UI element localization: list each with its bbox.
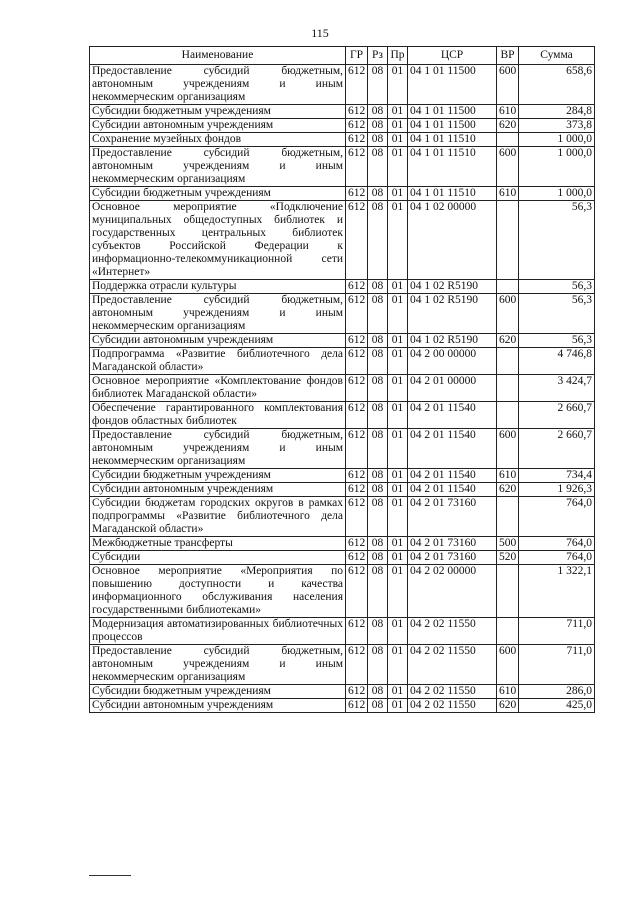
cell-csr: 04 1 01 11500 — [408, 105, 497, 119]
cell-gr: 612 — [346, 294, 368, 334]
cell-gr: 612 — [346, 551, 368, 565]
cell-name: Предоставление субсидий бюджетным, автономным учреждениям и иным некоммерческим организациям — [90, 65, 346, 105]
cell-csr: 04 2 01 11540 — [408, 483, 497, 497]
cell-gr: 612 — [346, 133, 368, 147]
cell-gr: 612 — [346, 201, 368, 280]
table-row — [90, 147, 595, 187]
cell-vr: 620 — [497, 334, 519, 348]
cell-csr: 04 1 01 11510 — [408, 147, 497, 187]
table-row — [90, 375, 595, 402]
cell-sum: 1 000,0 — [519, 187, 595, 201]
column-header-rz: Рз — [368, 47, 388, 65]
cell-gr: 612 — [346, 402, 368, 429]
cell-rz: 08 — [368, 551, 388, 565]
cell-gr: 612 — [346, 280, 368, 294]
cell-sum: 711,0 — [519, 645, 595, 685]
cell-gr: 612 — [346, 497, 368, 537]
cell-name: Основное мероприятие «Мероприятия по повышению доступности и качества информационного обслуживания населения государственными библиотеками» — [90, 565, 346, 618]
cell-csr: 04 2 01 00000 — [408, 375, 497, 402]
cell-rz: 08 — [368, 429, 388, 469]
cell-pr: 01 — [388, 618, 408, 645]
cell-csr: 04 2 00 00000 — [408, 348, 497, 375]
table-body — [90, 65, 595, 713]
cell-name: Субсидии бюджетам городских округов в рамках подпрограммы «Развитие библиотечного дела Магаданской области» — [90, 497, 346, 537]
cell-rz: 08 — [368, 699, 388, 713]
cell-vr: 500 — [497, 537, 519, 551]
cell-rz: 08 — [368, 65, 388, 105]
cell-name: Субсидии бюджетным учреждениям — [90, 685, 346, 699]
cell-rz: 08 — [368, 402, 388, 429]
cell-csr: 04 2 02 00000 — [408, 565, 497, 618]
cell-pr: 01 — [388, 294, 408, 334]
cell-sum: 734,4 — [519, 469, 595, 483]
cell-sum: 1 926,3 — [519, 483, 595, 497]
table-row — [90, 645, 595, 685]
cell-sum: 764,0 — [519, 551, 595, 565]
cell-rz: 08 — [368, 105, 388, 119]
page-number: 115 — [311, 26, 329, 40]
cell-gr: 612 — [346, 429, 368, 469]
table-row — [90, 280, 595, 294]
cell-vr — [497, 618, 519, 645]
cell-vr — [497, 133, 519, 147]
cell-vr: 600 — [497, 294, 519, 334]
cell-pr: 01 — [388, 375, 408, 402]
cell-rz: 08 — [368, 537, 388, 551]
column-header-sum: Сумма — [519, 47, 595, 65]
cell-pr: 01 — [388, 537, 408, 551]
cell-pr: 01 — [388, 565, 408, 618]
cell-name: Основное мероприятие «Комплектование фондов библиотек Магаданской области» — [90, 375, 346, 402]
cell-pr: 01 — [388, 105, 408, 119]
cell-csr: 04 1 01 11500 — [408, 65, 497, 105]
table-row — [90, 348, 595, 375]
table-row — [90, 105, 595, 119]
cell-vr — [497, 280, 519, 294]
cell-rz: 08 — [368, 685, 388, 699]
cell-pr: 01 — [388, 280, 408, 294]
cell-csr: 04 2 01 11540 — [408, 402, 497, 429]
cell-rz: 08 — [368, 119, 388, 133]
cell-vr: 610 — [497, 105, 519, 119]
cell-gr: 612 — [346, 65, 368, 105]
cell-name: Основное мероприятие «Подключение муниципальных общедоступных библиотек и государственных центральных библиотек субъектов Российской Федерации к информационно-телекоммуникационной сети «Интернет» — [90, 201, 346, 280]
cell-gr: 612 — [346, 147, 368, 187]
cell-name: Субсидии автономным учреждениям — [90, 334, 346, 348]
cell-vr: 600 — [497, 645, 519, 685]
cell-sum: 286,0 — [519, 685, 595, 699]
cell-name: Субсидии бюджетным учреждениям — [90, 105, 346, 119]
table-row — [90, 618, 595, 645]
cell-sum: 658,6 — [519, 65, 595, 105]
cell-pr: 01 — [388, 187, 408, 201]
cell-gr: 612 — [346, 645, 368, 685]
table-row — [90, 497, 595, 537]
cell-rz: 08 — [368, 565, 388, 618]
cell-pr: 01 — [388, 348, 408, 375]
cell-vr: 520 — [497, 551, 519, 565]
cell-gr: 612 — [346, 348, 368, 375]
cell-pr: 01 — [388, 685, 408, 699]
column-header-vr: ВР — [497, 47, 519, 65]
cell-rz: 08 — [368, 280, 388, 294]
cell-name: Предоставление субсидий бюджетным, автономным учреждениям и иным некоммерческим организациям — [90, 294, 346, 334]
cell-sum: 56,3 — [519, 294, 595, 334]
cell-csr: 04 2 01 73160 — [408, 551, 497, 565]
table-row — [90, 201, 595, 280]
cell-vr: 610 — [497, 469, 519, 483]
cell-gr: 612 — [346, 334, 368, 348]
cell-csr: 04 1 01 11510 — [408, 187, 497, 201]
cell-sum: 56,3 — [519, 334, 595, 348]
cell-sum: 764,0 — [519, 497, 595, 537]
cell-csr: 04 1 02 R5190 — [408, 294, 497, 334]
cell-sum: 56,3 — [519, 280, 595, 294]
cell-vr: 620 — [497, 483, 519, 497]
cell-sum: 425,0 — [519, 699, 595, 713]
cell-rz: 08 — [368, 133, 388, 147]
cell-sum: 373,8 — [519, 119, 595, 133]
cell-pr: 01 — [388, 551, 408, 565]
cell-csr: 04 1 01 11500 — [408, 119, 497, 133]
cell-gr: 612 — [346, 699, 368, 713]
cell-gr: 612 — [346, 618, 368, 645]
cell-csr: 04 1 02 R5190 — [408, 334, 497, 348]
cell-name: Субсидии бюджетным учреждениям — [90, 469, 346, 483]
cell-csr: 04 2 01 11540 — [408, 469, 497, 483]
cell-name: Субсидии автономным учреждениям — [90, 119, 346, 133]
cell-rz: 08 — [368, 497, 388, 537]
table-row — [90, 402, 595, 429]
cell-sum: 711,0 — [519, 618, 595, 645]
cell-sum: 1 322,1 — [519, 565, 595, 618]
cell-sum: 2 660,7 — [519, 429, 595, 469]
cell-gr: 612 — [346, 483, 368, 497]
cell-rz: 08 — [368, 645, 388, 685]
cell-vr: 610 — [497, 685, 519, 699]
cell-rz: 08 — [368, 348, 388, 375]
cell-pr: 01 — [388, 483, 408, 497]
column-header-name: Наименование — [90, 47, 346, 65]
table-row — [90, 699, 595, 713]
table-row — [90, 537, 595, 551]
cell-sum: 4 746,8 — [519, 348, 595, 375]
cell-pr: 01 — [388, 497, 408, 537]
cell-vr: 600 — [497, 147, 519, 187]
cell-gr: 612 — [346, 119, 368, 133]
cell-csr: 04 1 01 11510 — [408, 133, 497, 147]
cell-name: Субсидии — [90, 551, 346, 565]
cell-name: Сохранение музейных фондов — [90, 133, 346, 147]
table-row — [90, 551, 595, 565]
cell-pr: 01 — [388, 119, 408, 133]
cell-vr: 610 — [497, 187, 519, 201]
cell-gr: 612 — [346, 537, 368, 551]
cell-gr: 612 — [346, 105, 368, 119]
cell-vr: 620 — [497, 699, 519, 713]
cell-rz: 08 — [368, 147, 388, 187]
cell-csr: 04 2 02 11550 — [408, 645, 497, 685]
cell-rz: 08 — [368, 294, 388, 334]
cell-name: Межбюджетные трансферты — [90, 537, 346, 551]
cell-pr: 01 — [388, 65, 408, 105]
cell-vr: 620 — [497, 119, 519, 133]
cell-pr: 01 — [388, 334, 408, 348]
cell-pr: 01 — [388, 469, 408, 483]
cell-vr — [497, 402, 519, 429]
cell-sum: 1 000,0 — [519, 147, 595, 187]
cell-vr — [497, 497, 519, 537]
cell-csr: 04 2 01 73160 — [408, 497, 497, 537]
cell-csr: 04 2 02 11550 — [408, 699, 497, 713]
cell-name: Субсидии автономным учреждениям — [90, 483, 346, 497]
table-row — [90, 65, 595, 105]
table-row — [90, 187, 595, 201]
table-header-row — [90, 47, 595, 65]
cell-pr: 01 — [388, 429, 408, 469]
cell-rz: 08 — [368, 201, 388, 280]
table-row — [90, 429, 595, 469]
table-row — [90, 483, 595, 497]
cell-csr: 04 2 01 73160 — [408, 537, 497, 551]
cell-gr: 612 — [346, 565, 368, 618]
table-row — [90, 133, 595, 147]
cell-gr: 612 — [346, 375, 368, 402]
table-row — [90, 685, 595, 699]
cell-gr: 612 — [346, 469, 368, 483]
cell-csr: 04 2 01 11540 — [408, 429, 497, 469]
column-header-pr: Пр — [388, 47, 408, 65]
cell-name: Субсидии бюджетным учреждениям — [90, 187, 346, 201]
table-row — [90, 565, 595, 618]
table-row — [90, 119, 595, 133]
cell-rz: 08 — [368, 334, 388, 348]
column-header-csr: ЦСР — [408, 47, 497, 65]
cell-sum: 284,8 — [519, 105, 595, 119]
cell-name: Предоставление субсидий бюджетным, автономным учреждениям и иным некоммерческим организациям — [90, 645, 346, 685]
cell-name: Модернизация автоматизированных библиотечных процессов — [90, 618, 346, 645]
cell-csr: 04 2 02 11550 — [408, 685, 497, 699]
cell-vr — [497, 201, 519, 280]
cell-name: Обеспечение гарантированного комплектования фондов областных библиотек — [90, 402, 346, 429]
cell-gr: 612 — [346, 187, 368, 201]
column-header-gr: ГР — [346, 47, 368, 65]
table-row — [90, 334, 595, 348]
cell-vr — [497, 375, 519, 402]
budget-table — [89, 46, 595, 713]
cell-csr: 04 2 02 11550 — [408, 618, 497, 645]
cell-vr — [497, 565, 519, 618]
cell-rz: 08 — [368, 469, 388, 483]
cell-sum: 764,0 — [519, 537, 595, 551]
cell-sum: 56,3 — [519, 201, 595, 280]
cell-rz: 08 — [368, 618, 388, 645]
cell-name: Поддержка отрасли культуры — [90, 280, 346, 294]
cell-csr: 04 1 02 R5190 — [408, 280, 497, 294]
cell-rz: 08 — [368, 483, 388, 497]
table-row — [90, 294, 595, 334]
cell-rz: 08 — [368, 375, 388, 402]
cell-csr: 04 1 02 00000 — [408, 201, 497, 280]
cell-vr: 600 — [497, 65, 519, 105]
cell-name: Субсидии автономным учреждениям — [90, 699, 346, 713]
cell-rz: 08 — [368, 187, 388, 201]
cell-sum: 2 660,7 — [519, 402, 595, 429]
cell-pr: 01 — [388, 133, 408, 147]
cell-pr: 01 — [388, 699, 408, 713]
cell-name: Предоставление субсидий бюджетным, автономным учреждениям и иным некоммерческим организациям — [90, 147, 346, 187]
cell-gr: 612 — [346, 685, 368, 699]
cell-name: Подпрограмма «Развитие библиотечного дела Магаданской области» — [90, 348, 346, 375]
cell-name: Предоставление субсидий бюджетным, автономным учреждениям и иным некоммерческим организациям — [90, 429, 346, 469]
cell-sum: 1 000,0 — [519, 133, 595, 147]
cell-pr: 01 — [388, 201, 408, 280]
cell-pr: 01 — [388, 147, 408, 187]
footnote-separator — [89, 875, 131, 876]
table-row — [90, 469, 595, 483]
cell-pr: 01 — [388, 402, 408, 429]
cell-pr: 01 — [388, 645, 408, 685]
cell-sum: 3 424,7 — [519, 375, 595, 402]
cell-vr — [497, 348, 519, 375]
cell-vr: 600 — [497, 429, 519, 469]
